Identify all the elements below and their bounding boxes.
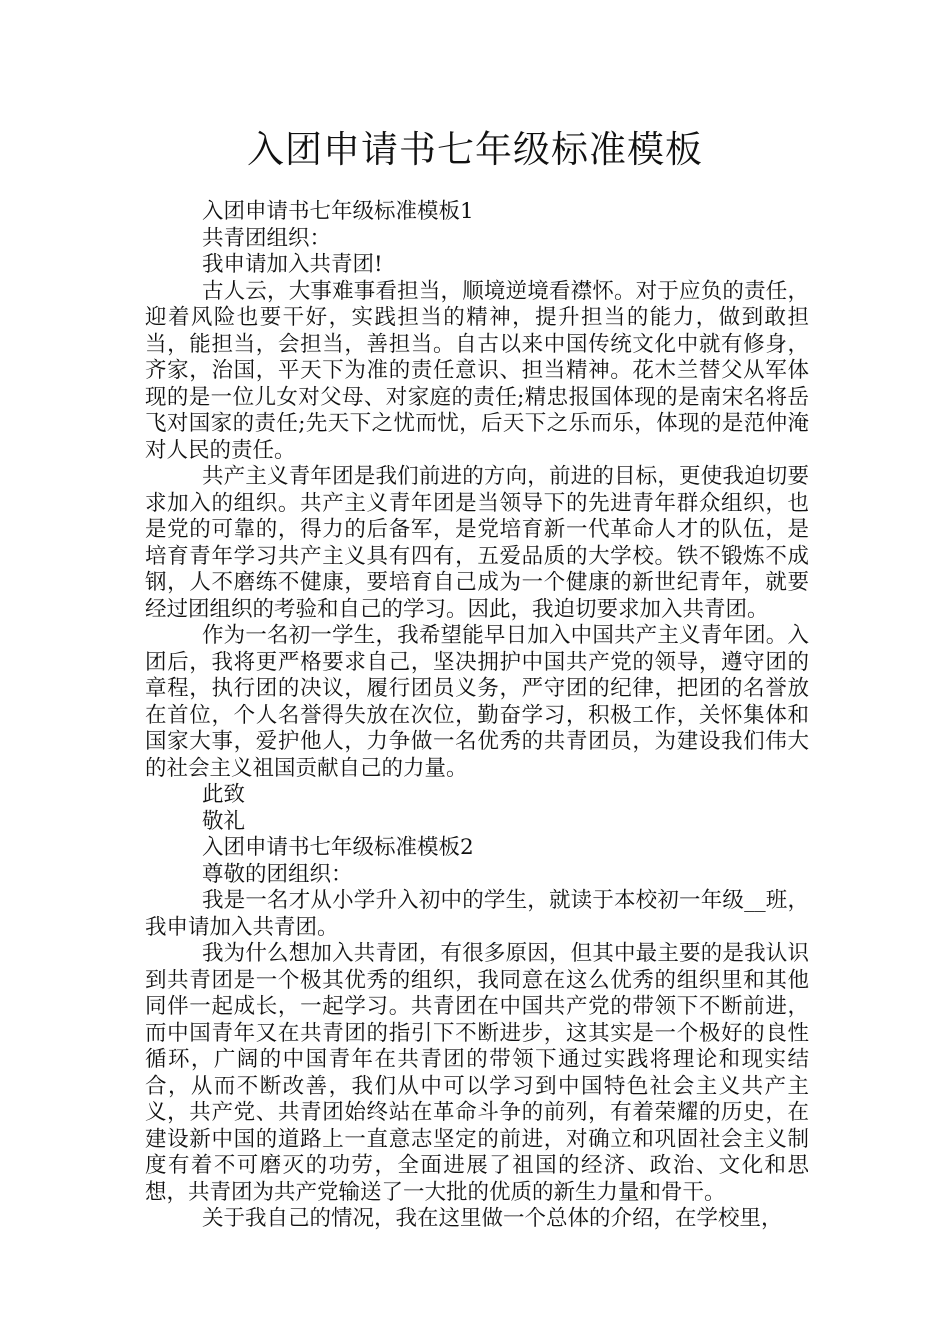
paragraph: 作为一名初一学生，我希望能早日加入中国共产主义青年团。入团后，我将更严格要求自己，坚决拥护中国共产党的领导，遵守团的章程，执行团的决议，履行团员义务，严守团的纪律，把团的名誉放在首位，个人名誉得失放在次位，勤奋学习，积极工作，关怀集体和国家大事，爱护他人，力争做一名优秀的共青团员，为建设我们伟大的社会主义祖国贡献自己的力量。 [145,623,809,781]
document-body [145,199,809,1233]
paragraph: 关于我自己的情况，我在这里做一个总体的介绍，在学校里， [201,1206,783,1231]
salutation: 共青团组织： [201,225,331,251]
paragraph: 我申请加入共青团! [201,252,383,277]
salutation: 尊敬的团组织： [201,861,353,887]
paragraph: 我是一名才从小学升入初中的学生，就读于本校初一年级__班，我申请加入共青团。 [145,888,809,940]
section-heading-1: 入团申请书七年级标准模板1 [201,199,474,224]
paragraph: 我为什么想加入共青团，有很多原因，但其中最主要的是我认识到共青团是一个极其优秀的组织，我同意在这么优秀的组织里和其他同伴一起成长，一起学习。共青团在中国共产党的带领下不断前进，而中国青年又在共青团的指引下不断进步，这其实是一个极好的良性循环，广阔的中国青年在共青团的带领下通过实践将理论和现实结合，从而不断改善，我们从中可以学习到中国特色社会主义共产主义，共产党、共青团始终站在革命斗争的前列，有着荣耀的历史，在建设新中国的道路上一直意志坚定的前进，对确立和巩固社会主义制度有着不可磨灭的功劳，全面进展了祖国的经济、政治、文化和思想，共青团为共产党输送了一大批的优质的新生力量和骨干。 [145,941,809,1205]
paragraph: 共产主义青年团是我们前进的方向，前进的目标，更使我迫切要求加入的组织。共产主义青年团是当领导下的先进青年群众组织，也是党的可靠的，得力的后备军，是党培育新一代革命人才的队伍，是培育青年学习共产主义具有四有，五爱品质的大学校。铁不锻炼不成钢，人不磨练不健康，要培育自己成为一个健康的新世纪青年，就要经过团组织的考验和自己的学习。因此，我迫切要求加入共青团。 [145,464,809,622]
section-heading-2: 入团申请书七年级标准模板2 [201,835,474,860]
closing-line: 此致 [201,782,245,807]
document-title: 入团申请书七年级标准模板 [247,128,703,171]
paragraph: 古人云，大事难事看担当，顺境逆境看襟怀。对于应负的责任，迎着风险也要干好，实践担当的精神，提升担当的能力，做到敢担当，能担当，会担当，善担当。自古以来中国传统文化中就有修身，齐家，治国，平天下为准的责任意识、担当精神。花木兰替父从军体现的是一位儿女对父母、对家庭的责任;精忠报国体现的是南宋名将岳飞对国家的责任;先天下之忧而忧，后天下之乐而乐，体现的是范仲淹对人民的责任。 [145,278,809,463]
closing-line: 敬礼 [201,808,245,834]
